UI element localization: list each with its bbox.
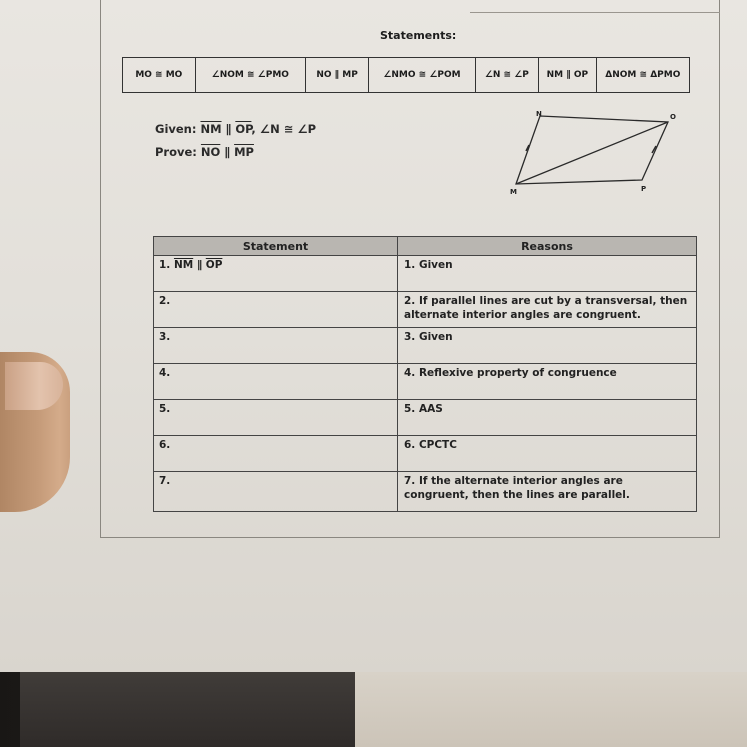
proof-row xyxy=(154,364,697,400)
statement-cell[interactable]: 5. xyxy=(154,400,398,436)
prove-segment-1: $\overline{NO}$ xyxy=(200,145,221,159)
statement-option: ΔNOM ≅ ΔPMO xyxy=(605,70,681,80)
reason-cell: 7. If the alternate interior angles are congruent, then the lines are parallel. xyxy=(398,472,697,512)
statement-option: NM ∥ OP xyxy=(539,58,597,92)
parallel-symbol: ∥ xyxy=(221,122,236,136)
given-label: Given: xyxy=(155,122,197,136)
statement-cell[interactable]: 2. xyxy=(154,292,398,328)
proof-row xyxy=(154,436,697,472)
binder-cover xyxy=(20,672,370,747)
statement-cell[interactable]: 1. $\overline{NM}$ ∥ $\overline{OP}$ xyxy=(154,256,398,292)
parallelogram-diagram xyxy=(500,108,700,208)
given-segment-1: $\overline{NM}$ xyxy=(200,122,222,136)
statement-cell[interactable]: 3. xyxy=(154,328,398,364)
reason-cell: 2. If parallel lines are cut by a transversal, then alternate interior angles are congruent. xyxy=(398,292,697,328)
prove-label: Prove: xyxy=(155,145,197,159)
paper-stack-edge xyxy=(355,672,747,747)
vertex-label-o: O xyxy=(670,113,676,121)
parallel-symbol: ∥ xyxy=(220,145,235,159)
reason-cell: 5. AAS xyxy=(398,400,697,436)
reason-cell: 3. Given xyxy=(398,328,697,364)
statement-bank xyxy=(122,57,690,93)
statement-header: Statement xyxy=(154,237,398,256)
statement-option: ∠N ≅ ∠P xyxy=(476,58,539,92)
statement-option: MO ≅ MO xyxy=(123,58,196,92)
reasons-header: Reasons xyxy=(398,237,697,256)
vertex-label-m: M xyxy=(510,188,517,196)
given-line xyxy=(155,122,316,136)
statement-cell[interactable]: 7. xyxy=(154,472,398,512)
diagonal-mo xyxy=(516,122,668,184)
statement-option: ∠NOM ≅ ∠PMO xyxy=(196,58,306,92)
proof-row xyxy=(154,256,697,292)
prove-segment-2: $\overline{MP}$ xyxy=(234,145,254,159)
prove-line xyxy=(155,145,254,159)
statement-option: NO ∥ MP xyxy=(306,58,369,92)
proof-table xyxy=(153,236,697,512)
statement-cell[interactable]: 6. xyxy=(154,436,398,472)
parallelogram-shape xyxy=(516,116,668,184)
thumbnail xyxy=(5,362,63,410)
vertex-label-n: N xyxy=(536,110,542,118)
reason-cell: 1. Given xyxy=(398,256,697,292)
given-angle-congruence: , ∠N ≅ ∠P xyxy=(251,122,317,136)
given-segment-2: $\overline{OP}$ xyxy=(235,122,252,136)
proof-row xyxy=(154,328,697,364)
reason-cell: 6. CPCTC xyxy=(398,436,697,472)
proof-row xyxy=(154,400,697,436)
header-rule xyxy=(470,12,720,13)
proof-row xyxy=(154,292,697,328)
proof-header-row xyxy=(154,237,697,256)
proof-row xyxy=(154,472,697,512)
vertex-label-p: P xyxy=(641,185,647,193)
reason-cell: 4. Reflexive property of congruence xyxy=(398,364,697,400)
statements-title: Statements: xyxy=(380,29,457,42)
statement-option: ∠NMO ≅ ∠POM xyxy=(369,58,476,92)
statement-cell[interactable]: 4. xyxy=(154,364,398,400)
